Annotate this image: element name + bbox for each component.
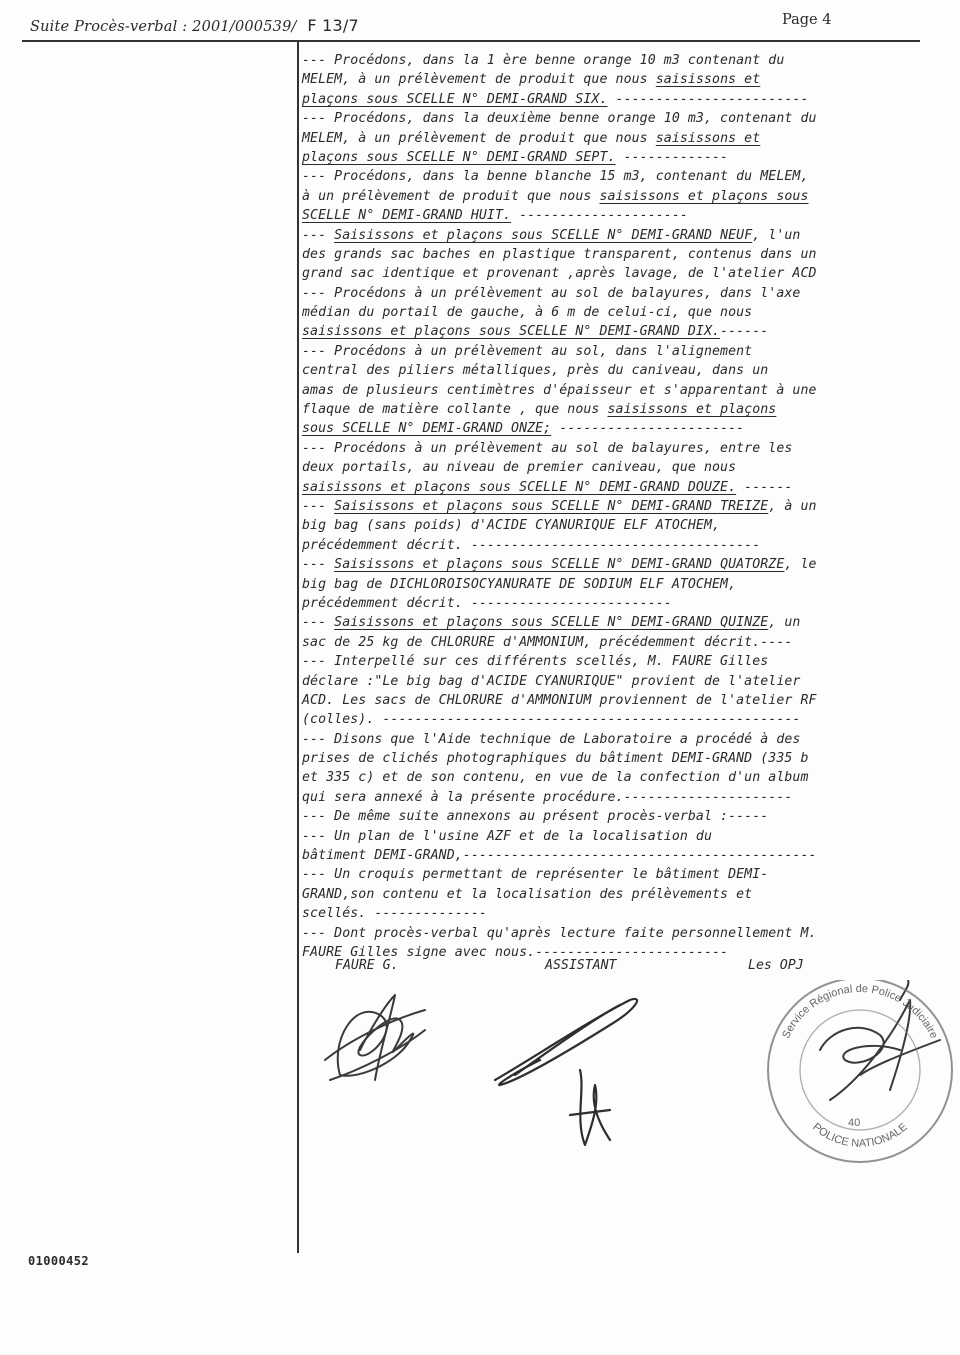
- paragraph: [302, 924, 927, 963]
- text-line: [302, 264, 927, 283]
- text-segment: big bag (sans poids) d'ACIDE CYANURIQUE ELF ATOCHEM,: [302, 518, 721, 534]
- text-line: [302, 672, 927, 691]
- text-line: [302, 51, 927, 70]
- text-segment: ------: [720, 324, 769, 340]
- underlined-segment: Saisissons et plaçons sous SCELLE N° DEMI-GRAND QUINZE: [334, 615, 769, 631]
- text-segment: bâtiment DEMI-GRAND,--------------------------------------------: [302, 848, 817, 864]
- text-line: [302, 458, 927, 477]
- signature-label-assistant: ASSISTANT: [545, 958, 617, 973]
- underlined-segment: saisissons et: [655, 72, 761, 88]
- text-segment: et 335 c) et de son contenu, en vue de la confection d'un album: [302, 770, 809, 786]
- text-line: [302, 167, 927, 186]
- text-line: [302, 516, 927, 535]
- text-segment: --- Procédons, dans la benne blanche 15 m3, contenant du MELEM,: [302, 169, 809, 185]
- text-segment: ---------------------: [511, 208, 688, 224]
- underlined-segment: SCELLE N° DEMI-GRAND HUIT.: [302, 208, 512, 224]
- text-segment: ACD. Les sacs de CHLORURE d'AMMONIUM proviennent de l'atelier RF: [302, 692, 817, 708]
- text-line: [302, 322, 927, 341]
- text-line: [302, 419, 927, 438]
- text-segment: (colles). ----------------------------------------------------: [302, 712, 801, 728]
- text-segment: ---: [302, 498, 335, 514]
- text-line: [302, 575, 927, 594]
- text-line: [302, 206, 927, 225]
- text-segment: --- Dont procès-verbal qu'après lecture faite personnellement M.: [302, 925, 817, 941]
- page-number: Page 4: [782, 12, 832, 28]
- signature-label-opj: Les OPJ: [748, 958, 804, 973]
- header-title: [30, 16, 359, 35]
- text-segment: sac de 25 kg de CHLORURE d'AMMONIUM, précédemment décrit.----: [302, 634, 793, 650]
- text-segment: central des piliers métalliques, près du caniveau, dans un: [302, 363, 769, 379]
- text-line: [302, 400, 927, 419]
- text-line: [302, 924, 927, 943]
- paragraph: [302, 730, 927, 808]
- text-line: [302, 865, 927, 884]
- paragraph: [302, 342, 927, 439]
- stamp-top-text: Service Régional de Police Judiciaire: [780, 982, 940, 1041]
- text-line: [302, 652, 927, 671]
- text-line: [302, 827, 927, 846]
- text-line: [302, 904, 927, 923]
- underlined-segment: plaçons sous SCELLE N° DEMI-GRAND SEPT.: [302, 149, 616, 165]
- text-segment: ---: [302, 615, 335, 631]
- text-segment: MELEM, à un prélèvement de produit que nous: [302, 72, 656, 88]
- paragraph: [302, 613, 927, 652]
- text-segment: , un: [768, 615, 801, 631]
- text-segment: --- Procédons, dans la deuxième benne orange 10 m3, contenant du: [302, 111, 817, 127]
- underlined-segment: Saisissons et plaçons sous SCELLE N° DEMI-GRAND QUATORZE: [334, 557, 785, 573]
- text-segment: précédemment décrit. -------------------------: [302, 595, 672, 611]
- text-segment: précédemment décrit. ------------------------------------: [302, 537, 761, 553]
- text-segment: --- Interpellé sur ces différents scellés, M. FAURE Gilles: [302, 654, 769, 670]
- text-line: [302, 109, 927, 128]
- text-line: [302, 303, 927, 322]
- margin-divider: [297, 40, 299, 1253]
- text-segment: --- Disons que l'Aide technique de Laboratoire a procédé à des: [302, 731, 801, 747]
- text-segment: qui sera annexé à la présente procédure.---------------------: [302, 789, 793, 805]
- text-segment: , l'un: [752, 227, 801, 243]
- text-segment: --- Procédons, dans la 1 ère benne orange 10 m3 contenant du: [302, 53, 785, 68]
- text-segment: MELEM, à un prélèvement de produit que nous: [302, 130, 656, 146]
- text-segment: GRAND,son contenu et la localisation des prélèvements et: [302, 886, 753, 902]
- signature-assistant: [495, 999, 637, 1145]
- header-divider: [22, 40, 920, 42]
- text-segment: --- Procédons à un prélèvement au sol de balayures, dans l'axe: [302, 285, 801, 301]
- text-line: [302, 342, 927, 361]
- text-segment: ------------------------: [607, 91, 809, 107]
- stamp-number: 40: [848, 1117, 861, 1129]
- text-line: [302, 497, 927, 516]
- paragraph: [302, 226, 927, 284]
- text-line: [302, 730, 927, 749]
- text-line: [302, 633, 927, 652]
- text-line: [302, 70, 927, 89]
- text-line: [302, 148, 927, 167]
- text-line: [302, 187, 927, 206]
- text-segment: grand sac identique et provenant ,après lavage, de l'atelier ACD: [302, 266, 817, 282]
- text-line: [302, 536, 927, 555]
- underlined-segment: saisissons et plaçons sous SCELLE N° DEMI-GRAND DOUZE.: [302, 479, 737, 495]
- text-line: [302, 885, 927, 904]
- text-line: [302, 768, 927, 787]
- paragraph: [302, 807, 927, 923]
- text-segment: à un prélèvement de produit que nous: [302, 188, 600, 204]
- text-line: [302, 749, 927, 768]
- text-segment: prises de clichés photographiques du bâtiment DEMI-GRAND (335 b: [302, 751, 809, 767]
- text-segment: , à un: [768, 498, 817, 514]
- text-line: [302, 284, 927, 303]
- paragraph: [302, 497, 927, 555]
- text-segment: amas de plusieurs centimètres d'épaisseur et s'apparentant à une: [302, 382, 817, 398]
- text-line: [302, 439, 927, 458]
- signature-labels: [330, 958, 930, 980]
- stamp-bottom-text: POLICE NATIONALE: [810, 1121, 910, 1150]
- text-line: [302, 594, 927, 613]
- text-line: [302, 245, 927, 264]
- text-segment: deux portails, au niveau de premier caniveau, que nous: [302, 460, 737, 476]
- signature-label-faure: FAURE G.: [335, 958, 399, 973]
- text-line: [302, 226, 927, 245]
- text-line: [302, 90, 927, 109]
- header-reference: Suite Procès-verbal : 2001/000539/: [30, 19, 297, 35]
- handwritten-annotation: F 13/7: [307, 16, 359, 35]
- paragraph: [302, 555, 927, 613]
- signatures-area: [300, 980, 960, 1170]
- text-segment: ------: [736, 479, 793, 495]
- text-line: [302, 361, 927, 380]
- text-segment: --- Un plan de l'usine AZF et de la localisation du: [302, 828, 713, 844]
- underlined-segment: Saisissons et plaçons sous SCELLE N° DEMI-GRAND TREIZE: [334, 498, 769, 514]
- text-line: [302, 807, 927, 826]
- text-segment: --- Procédons à un prélèvement au sol, dans l'alignement: [302, 343, 753, 359]
- underlined-segment: saisissons et plaçons: [607, 402, 777, 418]
- text-line: [302, 846, 927, 865]
- text-segment: des grands sac baches en plastique transparent, contenus dans un: [302, 246, 817, 262]
- text-segment: médian du portail de gauche, à 6 m de celui-ci, que nous: [302, 305, 753, 321]
- text-segment: scellés. --------------: [302, 906, 487, 922]
- paragraph: [302, 439, 927, 497]
- text-segment: --- De même suite annexons au présent procès-verbal :-----: [302, 809, 769, 825]
- underlined-segment: Saisissons et plaçons sous SCELLE N° DEMI-GRAND NEUF: [334, 227, 753, 243]
- text-segment: -------------: [615, 149, 729, 165]
- text-line: [302, 691, 927, 710]
- underlined-segment: sous SCELLE N° DEMI-GRAND ONZE;: [302, 421, 552, 437]
- text-line: [302, 613, 927, 632]
- text-line: [302, 381, 927, 400]
- underlined-segment: saisissons et plaçons sous: [599, 188, 809, 204]
- text-segment: , le: [784, 557, 817, 573]
- text-line: [302, 478, 927, 497]
- text-line: [302, 788, 927, 807]
- text-segment: déclare :"Le big bag d'ACIDE CYANURIQUE" provient de l'atelier: [302, 673, 801, 689]
- text-line: [302, 129, 927, 148]
- text-segment: ---: [302, 557, 335, 573]
- paragraph: [302, 109, 927, 167]
- text-segment: FAURE Gilles signe avec nous.------------------------: [302, 944, 729, 960]
- paragraph: [302, 652, 927, 730]
- document-number: 01000452: [28, 1254, 89, 1268]
- text-segment: big bag de DICHLOROISOCYANURATE DE SODIUM ELF ATOCHEM,: [302, 576, 737, 592]
- text-segment: --- Procédons à un prélèvement au sol de balayures, entre les: [302, 440, 793, 456]
- paragraph: [302, 51, 927, 109]
- text-line: [302, 710, 927, 729]
- paragraph: [302, 284, 927, 342]
- underlined-segment: plaçons sous SCELLE N° DEMI-GRAND SIX.: [302, 91, 608, 107]
- text-segment: ---: [302, 227, 335, 243]
- signature-faure: [325, 995, 425, 1080]
- police-stamp: [768, 980, 952, 1162]
- document-body: [302, 51, 927, 962]
- text-line: [302, 555, 927, 574]
- text-segment: -----------------------: [551, 421, 745, 437]
- text-segment: flaque de matière collante , que nous: [302, 402, 608, 418]
- stamp-outer-ring: [768, 980, 952, 1162]
- text-segment: --- Un croquis permettant de représenter le bâtiment DEMI-: [302, 867, 769, 883]
- underlined-segment: saisissons et plaçons sous SCELLE N° DEMI-GRAND DIX.: [302, 324, 721, 340]
- underlined-segment: saisissons et: [655, 130, 761, 146]
- paragraph: [302, 167, 927, 225]
